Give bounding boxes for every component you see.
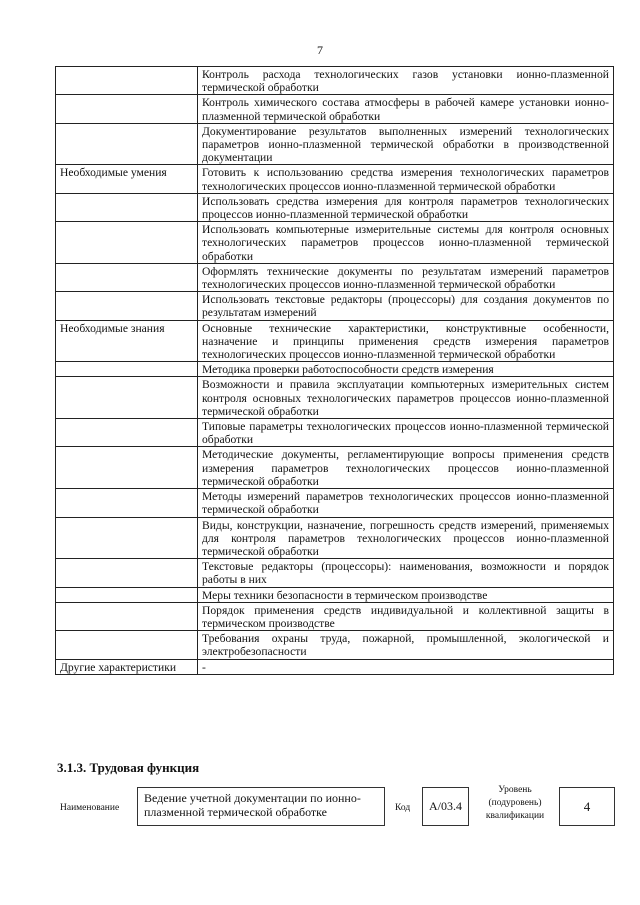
row-text: Оформлять технические документы по результатам измерений параметров технологических процессов ионно-плазменной термической обработки (198, 263, 614, 291)
table-row (56, 419, 614, 447)
table-row (56, 123, 614, 165)
table-row (56, 517, 614, 559)
row-label (56, 587, 198, 602)
level-label (475, 784, 555, 823)
row-text: - (198, 659, 614, 674)
row-label: Необходимые умения (56, 165, 198, 193)
table-row (56, 263, 614, 291)
row-label (56, 292, 198, 320)
table-row (56, 489, 614, 517)
page-number: 7 (317, 43, 323, 57)
row-label (56, 222, 198, 264)
row-text: Контроль расхода технологических газов установки ионно-плазменной термической обработки (198, 67, 614, 95)
row-label: Необходимые знания (56, 320, 198, 362)
row-label: Другие характеристики (56, 659, 198, 674)
table-row (56, 67, 614, 95)
row-text: Меры техники безопасности в термическом производстве (198, 587, 614, 602)
row-text: Типовые параметры технологических процессов ионно-плазменной термической обработки (198, 419, 614, 447)
row-label (56, 447, 198, 489)
table-row (56, 193, 614, 221)
table-row (56, 95, 614, 123)
row-text: Использовать компьютерные измерительные системы для контроля основных технологических параметров процессов ионно-плазменной термической обработки (198, 222, 614, 264)
row-text: Методы измерений параметров технологических процессов ионно-плазменной термической обработки (198, 489, 614, 517)
row-text: Порядок применения средств индивидуальной и коллективной защиты в термическом производстве (198, 602, 614, 630)
level-label-line-3: квалификации (485, 811, 545, 821)
row-label (56, 489, 198, 517)
table-row (56, 165, 614, 193)
row-text: Требования охраны труда, пожарной, промышленной, экологической и электробезопасности (198, 631, 614, 659)
row-text: Возможности и правила эксплуатации компьютерных измерительных систем контроля основных технологических параметров процессов ионно-плазменной термической обработки (198, 377, 614, 419)
row-text: Виды, конструкции, назначение, погрешность средств измерений, применяемых для контроля параметров технологических процессов ионно-плазменной термической обработки (198, 517, 614, 559)
table-row (56, 320, 614, 362)
row-label (56, 517, 198, 559)
row-label (56, 67, 198, 95)
level-label-line-1: Уровень (498, 785, 532, 795)
row-text: Документирование результатов выполненных измерений технологических параметров ионно-плазменной термической обработки в производственной документации (198, 123, 614, 165)
requirements-table (55, 66, 614, 675)
name-label: Наименование (60, 803, 120, 813)
table-row (56, 377, 614, 419)
code-label: Код (395, 803, 411, 813)
row-label (56, 559, 198, 587)
table-row (56, 587, 614, 602)
level-label-line-2: (подуровень) (488, 798, 542, 808)
table-row (56, 559, 614, 587)
qualification-level-box: 4 (559, 787, 615, 826)
function-name-box: Ведение учетной документации по ионно-плазменной термической обработке (137, 787, 385, 826)
section-title: 3.1.3. Трудовая функция (57, 760, 200, 775)
table-row (56, 631, 614, 659)
row-label (56, 377, 198, 419)
row-text: Методика проверки работоспособности средств измерения (198, 362, 614, 377)
row-text: Текстовые редакторы (процессоры): наименования, возможности и порядок работы в них (198, 559, 614, 587)
table-row (56, 447, 614, 489)
row-label (56, 123, 198, 165)
row-text: Использовать текстовые редакторы (процессоры) для создания документов по результатам измерений (198, 292, 614, 320)
table-row (56, 362, 614, 377)
row-label (56, 602, 198, 630)
labor-function-block (57, 784, 617, 830)
row-label (56, 193, 198, 221)
table-row (56, 659, 614, 674)
row-text: Использовать средства измерения для контроля параметров технологических процессов ионно-плазменной термической обработки (198, 193, 614, 221)
row-label (56, 95, 198, 123)
row-label (56, 419, 198, 447)
row-label (56, 362, 198, 377)
table-row (56, 222, 614, 264)
row-text: Основные технические характеристики, конструктивные особенности, назначение и принципы применения средств измерения параметров технологических процессов ионно-плазменной термической обработки (198, 320, 614, 362)
table-row (56, 602, 614, 630)
function-code-box: A/03.4 (422, 787, 469, 826)
row-label (56, 263, 198, 291)
row-text: Методические документы, регламентирующие вопросы применения средств измерения параметров технологических процессов ионно-плазменной термической обработки (198, 447, 614, 489)
row-label (56, 631, 198, 659)
row-text: Готовить к использованию средства измерения технологических параметров технологических процессов ионно-плазменной термической обработки (198, 165, 614, 193)
table-row (56, 292, 614, 320)
row-text: Контроль химического состава атмосферы в рабочей камере установки ионно-плазменной термической обработки (198, 95, 614, 123)
